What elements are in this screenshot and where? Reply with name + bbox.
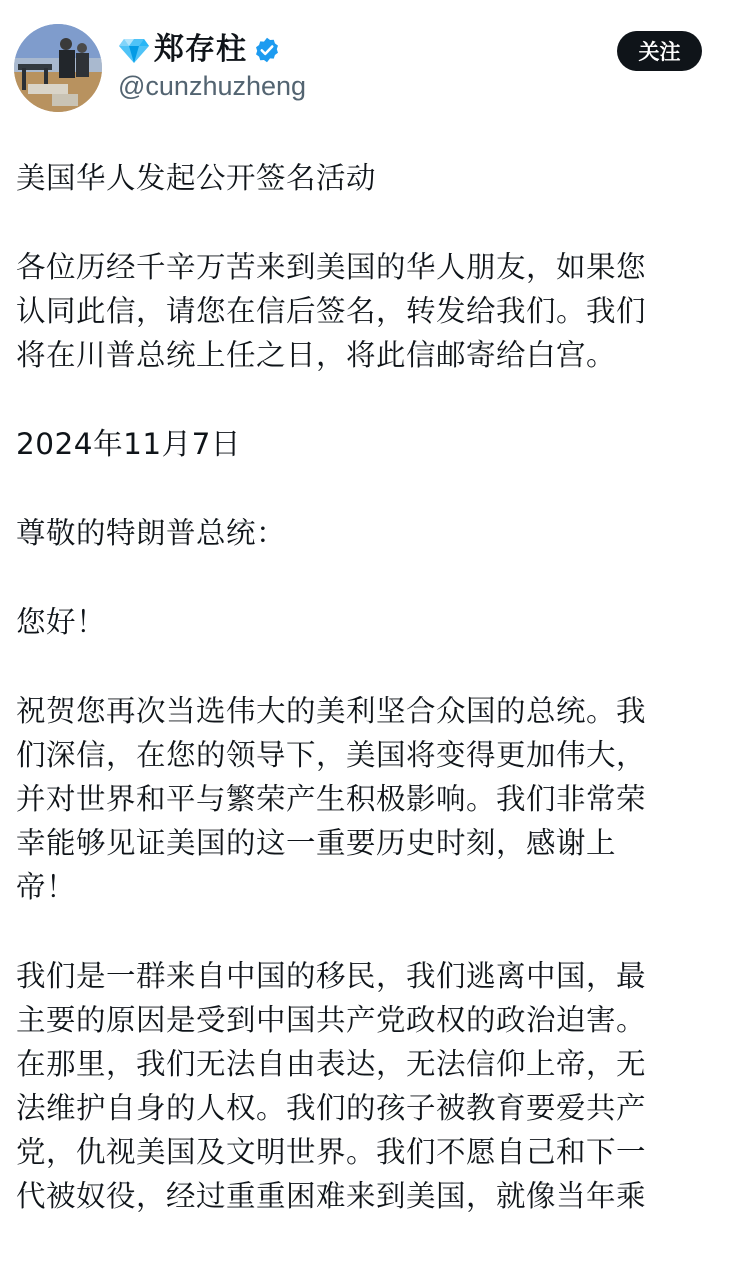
post-paragraph: 您好！ (16, 605, 107, 639)
post-paragraph: 美国华人发起公开签名活动 (16, 161, 377, 195)
post-text (16, 156, 706, 1263)
post-header (0, 0, 731, 130)
avatar-photo (14, 24, 102, 112)
verified-badge-icon (253, 36, 281, 64)
post-paragraph: 尊敬的特朗普总统： (16, 516, 287, 550)
gem-icon (118, 35, 150, 65)
author-display-name: 郑存柱 (154, 32, 247, 67)
author-avatar[interactable] (14, 24, 102, 112)
post-paragraph: 2024年11月7日 (16, 427, 241, 461)
author-handle[interactable]: @cunzhuzheng (118, 71, 307, 101)
post-paragraph: 祝贺您再次当选伟大的美利坚合众国的总统。我 们深信，在您的领导下，美国将变得更加伟大， 并对世界和平与繁荣产生积极影响。我们非常荣 幸能够见证美国的这一重要历史时刻，感谢上 帝！ (16, 694, 647, 904)
author-name-row[interactable] (118, 30, 281, 70)
post-paragraph: 各位历经千辛万苦来到美国的华人朋友，如果您 认同此信，请您在信后签名，转发给我们。我们 将在川普总统上任之日，将此信邮寄给白宫。 (16, 250, 647, 372)
post-paragraph: 我们是一群来自中国的移民，我们逃离中国，最 主要的原因是受到中国共产党政权的政治迫害。 在那里，我们无法自由表达，无法信仰上帝，无 法维护自身的人权。我们的孩子被教育要爱共产 党，仇视美国及文明世界。我们不愿自己和下一 代被奴役，经过重重困难来到美国，就像当年乘 (16, 959, 647, 1213)
follow-button[interactable]: 关注 (617, 31, 702, 71)
